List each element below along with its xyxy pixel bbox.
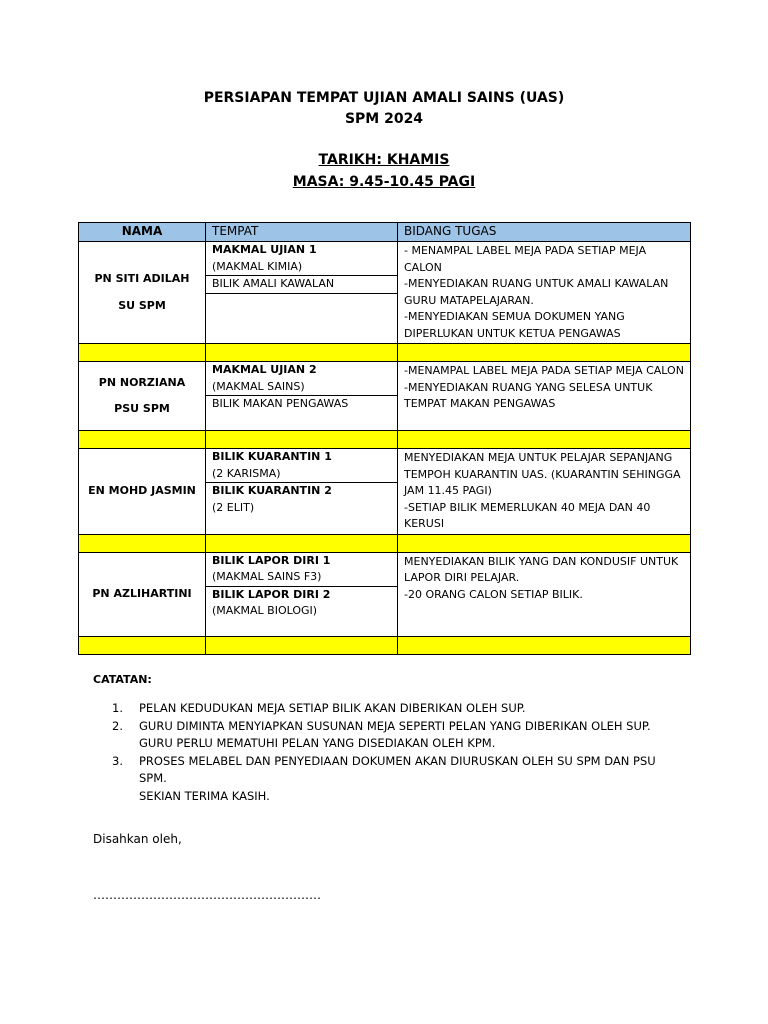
document-title: PERSIAPAN TEMPAT UJIAN AMALI SAINS (UAS) [203,90,565,106]
time-line: MASA: 9.45-10.45 PAGI [292,174,476,190]
place-detail: BILIK AMALI KAWALAN [212,277,335,290]
person-name-line: PSU SPM [114,402,170,415]
place-entry [206,449,397,483]
separator-row [79,534,691,552]
place-detail: (MAKMAL BIOLOGI) [212,604,318,617]
task-cell [398,449,691,535]
place-detail: (MAKMAL SAINS) [212,379,305,393]
separator-cell [79,534,206,552]
task-item: MENYEDIAKAN MEJA UNTUK PELAJAR SEPANJANG TEMPOH KUARANTIN UAS. (KUARANTIN SEHINGGA JAM 11.45 PAGI) [404,451,681,497]
separator-cell [206,344,398,362]
separator-cell [79,636,206,654]
place-entry [206,483,397,516]
place-name: MAKMAL UJIAN 2 [212,363,317,376]
place-cell [206,552,398,636]
table-body [79,242,691,655]
place-entry [206,587,397,620]
table-row [79,362,691,431]
place-cell [206,242,398,344]
place-name: BILIK KUARANTIN 2 [212,484,332,497]
separator-row [79,344,691,362]
task-cell [398,552,691,636]
task-item: - MENAMPAL LABEL MEJA PADA SETIAP MEJA CALON [404,244,647,274]
task-cell [398,242,691,344]
note-item [112,753,672,806]
person-name-line: PN NORZIANA [98,375,186,389]
note-item [112,718,672,753]
place-cell [206,362,398,431]
note-number: 2. [112,718,123,733]
separator-cell [79,431,206,449]
note-number: 1. [112,701,123,715]
place-name: BILIK LAPOR DIRI 2 [212,587,331,601]
separator-cell [206,534,398,552]
place-entry [206,294,397,310]
column-header-bidang-tugas: BIDANG TUGAS [398,223,691,242]
table-row [79,552,691,636]
place-entry [206,396,397,413]
separator-row [79,431,691,449]
place-detail [212,294,391,310]
place-name: BILIK LAPOR DIRI 1 [212,553,331,567]
task-item: -20 ORANG CALON SETIAP BILIK. [404,587,583,601]
notes-heading: CATATAN: [93,673,152,686]
separator-cell [398,344,691,362]
notes-list [112,700,672,805]
table-row [79,449,691,535]
name-cell [79,552,206,636]
place-name: BILIK KUARANTIN 1 [212,450,332,463]
separator-cell [206,431,398,449]
place-detail: (2 KARISMA) [212,466,281,480]
place-entry [206,362,397,396]
task-item: MENYEDIAKAN BILIK YANG DAN KONDUSIF UNTUK LAPOR DIRI PELAJAR. [404,554,679,584]
person-name-line: SU SPM [118,298,166,312]
place-entry [206,553,397,587]
signature-line: ………………………………………………… [93,888,321,902]
duty-table [78,222,691,655]
name-cell [79,242,206,344]
person-name-line: PN SITI ADILAH [94,272,190,285]
note-number: 3. [112,753,123,768]
task-item: -SETIAP BILIK MEMERLUKAN 40 MEJA DAN 40 KERUSI [404,500,651,530]
task-cell [398,362,691,431]
note-text: PROSES MELABEL DAN PENYEDIAAN DOKUMEN AKAN DIURUSKAN OLEH SU SPM DAN PSU SPM. [139,753,656,785]
note-text: GURU DIMINTA MENYIAPKAN SUSUNAN MEJA SEPERTI PELAN YANG DIBERIKAN OLEH SUP. GURU PERLU MEMATUHI PELAN YANG DISEDIAKAN OLEH KPM. [139,718,651,750]
separator-cell [398,431,691,449]
closing-text: SEKIAN TERIMA KASIH. [139,788,270,803]
place-cell [206,449,398,535]
document-subtitle: SPM 2024 [344,111,424,127]
place-entry [206,276,397,294]
place-detail: (MAKMAL KIMIA) [212,259,303,273]
task-item: -MENYEDIAKAN RUANG YANG SELESA UNTUK TEMPAT MAKAN PENGAWAS [404,380,653,410]
name-cell [79,362,206,431]
person-name-line: PN AZLIHARTINI [92,586,192,600]
approval-label: Disahkan oleh, [93,832,182,846]
separator-cell [206,636,398,654]
note-text: PELAN KEDUDUKAN MEJA SETIAP BILIK AKAN DIBERIKAN OLEH SUP. [139,701,526,715]
place-entry [206,242,397,276]
person-name-line: EN MOHD JASMIN [88,484,196,497]
separator-cell [79,344,206,362]
separator-row [79,636,691,654]
name-cell [79,449,206,535]
table-header-row [79,223,691,242]
column-header-nama: NAMA [79,223,206,242]
place-detail: BILIK MAKAN PENGAWAS [212,397,349,410]
task-item: -MENAMPAL LABEL MEJA PADA SETIAP MEJA CALON [404,364,684,377]
place-name: MAKMAL UJIAN 1 [212,243,317,256]
task-item: -MENYEDIAKAN SEMUA DOKUMEN YANG DIPERLUKAN UNTUK KETUA PENGAWAS [404,310,625,340]
note-item [112,700,672,718]
separator-cell [398,636,691,654]
task-item: -MENYEDIAKAN RUANG UNTUK AMALI KAWALAN GURU MATAPELAJARAN. [404,277,669,307]
column-header-tempat: TEMPAT [206,223,398,242]
table-row [79,242,691,344]
separator-cell [398,534,691,552]
date-line: TARIKH: KHAMIS [318,152,450,168]
place-detail: (2 ELIT) [212,500,255,514]
place-detail: (MAKMAL SAINS F3) [212,570,322,583]
